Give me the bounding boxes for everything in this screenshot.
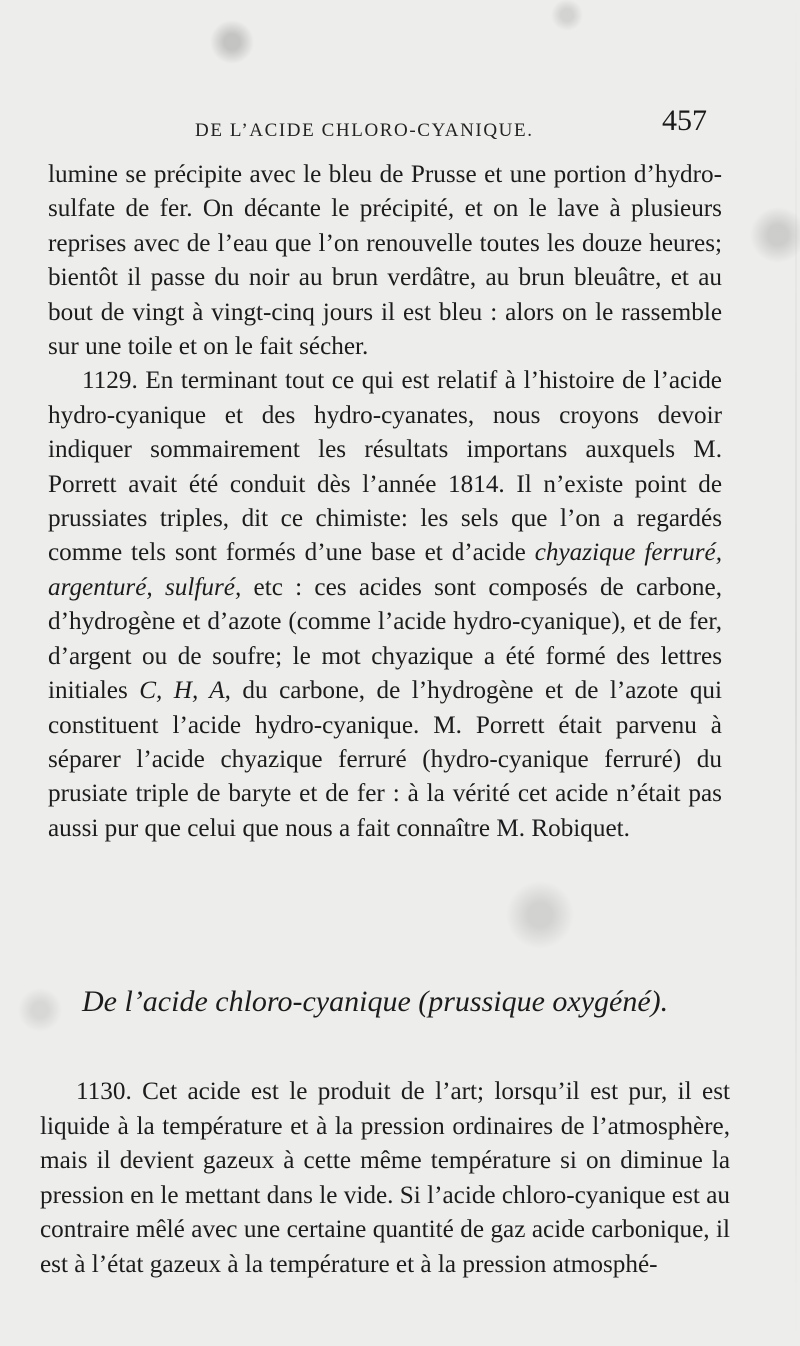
page-header	[0, 104, 800, 154]
body-text-top	[48, 158, 722, 846]
running-head: DE L’ACIDE CHLORO-CYANIQUE.	[195, 120, 534, 141]
body-text-bottom	[40, 1075, 730, 1283]
paragraph-1130: 1130. Cet acide est le produit de l’art; lorsqu’il est pur, il est liquide à la température et à la pression ordinaires de l’atmosphère, mais il devient gazeux à cette même température si on diminue la pression en le mettant dans le vide. Si l’acide chloro-cyanique est au contraire mêlé avec une certaine quantité de gaz acide carbonique, il est à l’état gazeux à la température et à la pression atmosphé-	[40, 1078, 730, 1278]
paragraph-1129-part-a: 1129. En terminant tout ce qui est relatif à l’histoire de l’acide hydro-cyanique et des hydro-cyanates, nous croyons devoir indiquer sommairement les résultats importans auxquels M. Porrett avait été conduit dès l’année 1814. Il n’existe point de prussiates triples, dit ce chimiste: les sels que l’on a regardés comme tels sont formés d’une base et d’acide	[48, 367, 722, 567]
page-number: 457	[662, 104, 707, 137]
paragraph-1129-part-b: etc : ces acides sont composés de carbone, d’hydrogène et d’azote (comme l’acide hydro-cyanique), et de fer, d’argent ou de soufre; le mot chyazique a été formé des lettres initiales	[48, 573, 722, 705]
paragraph-continuation: lumine se précipite avec le bleu de Prusse et une portion d’hydro-sulfate de fer. On décante le précipité, et on le lave à plusieurs reprises avec de l’eau que l’on renouvelle toutes les douze heures; bientôt il passe du noir au brun verdâtre, au brun bleuâtre, et au bout de vingt à vingt-cinq jours il est bleu : alors on le rassemble sur une toile et on le fait sécher.	[48, 161, 722, 361]
paragraph-1129-initials: C, H, A,	[139, 677, 231, 705]
section-title: De l’acide chloro-cyanique (prussique oxygéné).	[82, 985, 669, 1018]
paragraph-1129	[48, 364, 722, 846]
page-edge-shadow	[795, 0, 797, 1346]
paragraph-1129-part-c: du carbone, de l’hydrogène et de l’azote qui constituent l’acide hydro-cyanique. M. Porrett était parvenu à séparer l’acide chyazique ferruré (hydro-cyanique ferruré) du prusiate triple de baryte et de fer : à la vérité cet acide n’était pas aussi pur que celui que nous a fait connaître M. Robiquet.	[48, 677, 723, 842]
paragraph-1129-italic-terms: chyazique ferruré, argenturé, sulfuré,	[48, 539, 722, 601]
